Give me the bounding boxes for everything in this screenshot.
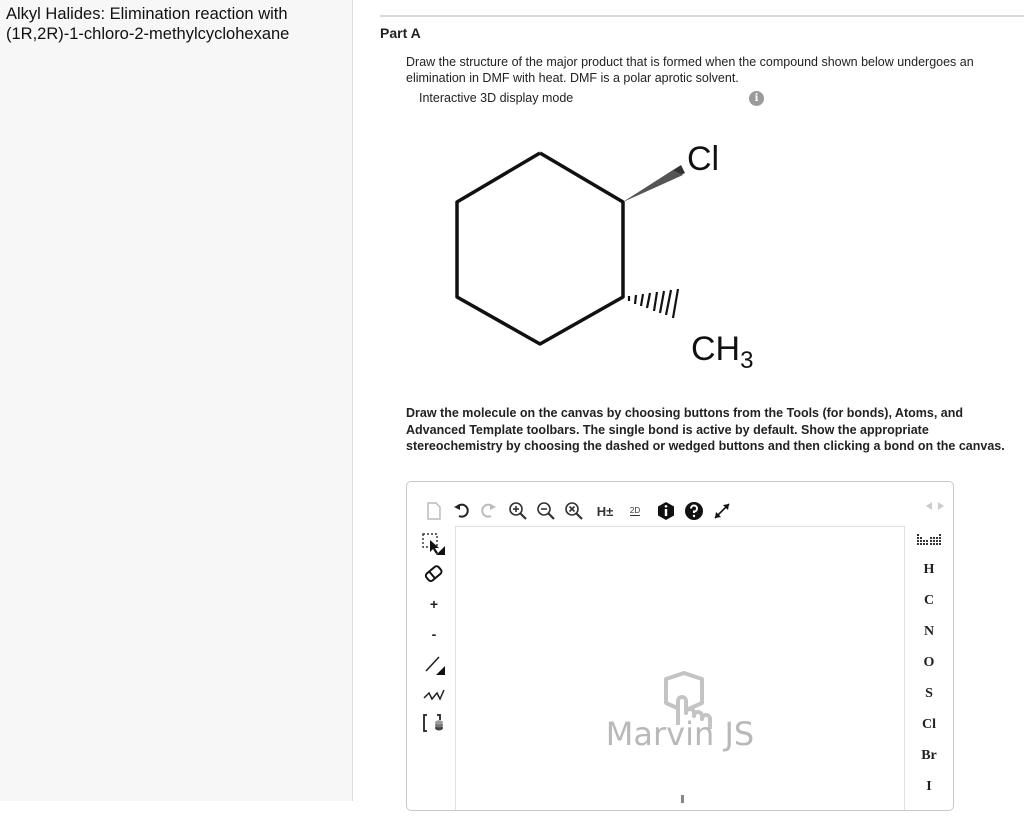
- eraser-tool[interactable]: [417, 560, 451, 588]
- methyl-subscript: 3: [740, 347, 754, 374]
- chain-icon: [421, 682, 447, 706]
- atom-button-h[interactable]: H: [923, 562, 935, 577]
- atom-button-i[interactable]: I: [926, 779, 932, 794]
- zoom-reset-icon: [564, 501, 584, 521]
- help-icon: [684, 501, 704, 521]
- atom-button-cl[interactable]: Cl: [922, 717, 936, 732]
- hydrogen-toggle-button[interactable]: H±: [596, 503, 614, 519]
- cyclohexane-ring: [457, 153, 623, 344]
- methyl-label-main: CH: [691, 330, 741, 368]
- new-document-button[interactable]: [421, 496, 447, 526]
- question-text: Draw the structure of the major product that is formed when the compound shown below undergoes an elimination in DMF with heat. DMF is a polar aprotic solvent.: [406, 55, 974, 85]
- info-icon[interactable]: i: [749, 91, 764, 106]
- assignment-title: Alkyl Halides: Elimination reaction with (1R,2R)-1-chloro-2-methylcyclohexane: [6, 5, 290, 43]
- undo-icon: [453, 502, 471, 520]
- fullscreen-button[interactable]: [709, 496, 735, 526]
- zoom-in-button[interactable]: [505, 496, 531, 526]
- main-content: [353, 0, 1024, 801]
- marvin-editor: [406, 481, 954, 811]
- display-mode-link[interactable]: Interactive 3D display mode: [419, 91, 574, 105]
- charge-minus-tool[interactable]: -: [431, 626, 437, 642]
- marvin-brand-text: Marvin JS: [605, 715, 755, 753]
- bracket-template-icon: [421, 712, 447, 736]
- clean-2d-button[interactable]: [621, 496, 649, 526]
- periodic-table-button[interactable]: [905, 526, 953, 554]
- sidebar: [0, 0, 353, 801]
- template-tool[interactable]: [417, 710, 451, 738]
- atom-button-br[interactable]: Br: [921, 748, 937, 763]
- help-button[interactable]: [681, 496, 707, 526]
- drawing-instructions: Draw the molecule on the canvas by choosing buttons from the Tools (for bonds), Atoms, and Advanced Template toolbars. The single bond is active by default. Show the appropriate stereochemistry by choosing the dashed or wedged buttons and then clicking a bond on the canvas.: [406, 406, 1005, 453]
- selection-tool[interactable]: [417, 530, 451, 558]
- drawing-canvas[interactable]: [455, 526, 905, 810]
- clean-2d-label: 2D: [629, 506, 641, 515]
- redo-button[interactable]: [475, 496, 501, 526]
- hexagon-info-icon: [657, 501, 675, 521]
- atom-button-n[interactable]: N: [923, 624, 935, 639]
- undo-button[interactable]: [449, 496, 475, 526]
- hashed-bond: [629, 289, 678, 318]
- charge-plus-tool[interactable]: +: [429, 596, 439, 612]
- atom-button-o[interactable]: O: [923, 655, 935, 670]
- single-bond-icon: [421, 652, 447, 676]
- redo-icon: [479, 502, 497, 520]
- part-label: Part A: [380, 25, 421, 41]
- expand-icon: [712, 501, 732, 521]
- eraser-icon: [423, 564, 445, 584]
- molecule-info-button[interactable]: [653, 496, 679, 526]
- atom-button-c[interactable]: C: [923, 593, 935, 608]
- canvas-indicator: [681, 795, 684, 803]
- methyl-label: [691, 330, 753, 374]
- document-icon: [427, 502, 441, 520]
- chlorine-label: Cl: [687, 140, 720, 178]
- zoom-in-icon: [508, 501, 528, 521]
- editor-top-toolbar: [421, 496, 781, 526]
- divider: [380, 15, 1024, 17]
- atom-button-s[interactable]: S: [925, 686, 933, 701]
- chain-tool[interactable]: [417, 680, 451, 708]
- atoms-toolbar: [905, 496, 953, 816]
- zoom-reset-button[interactable]: [561, 496, 587, 526]
- periodic-table-icon: [916, 533, 942, 547]
- rectangle-select-icon: [421, 532, 447, 556]
- zoom-out-icon: [536, 501, 556, 521]
- zoom-out-button[interactable]: [533, 496, 559, 526]
- molecule-structure: [433, 115, 763, 375]
- single-bond-tool[interactable]: [417, 650, 451, 678]
